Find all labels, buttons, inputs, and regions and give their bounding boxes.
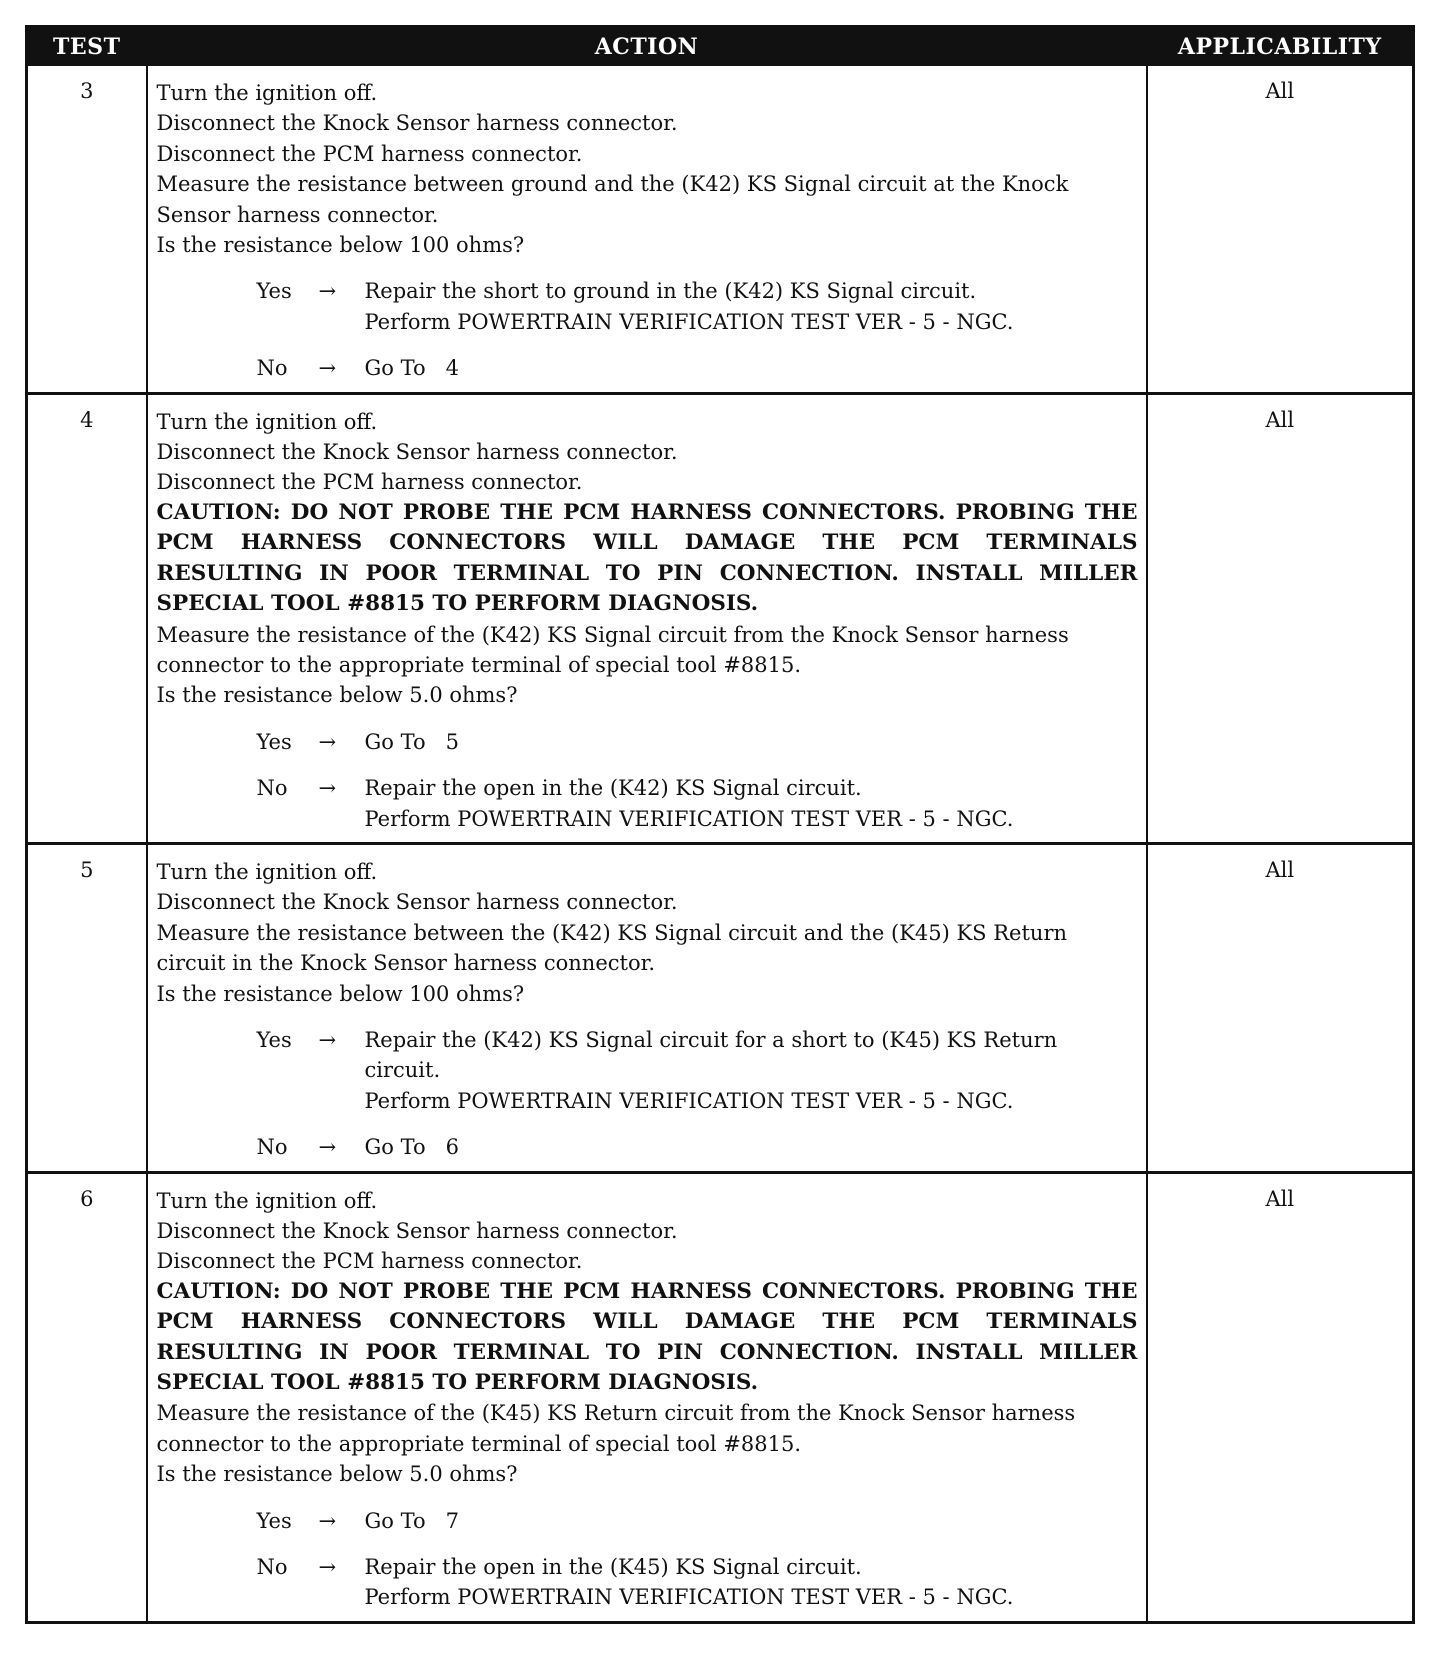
action-cell xyxy=(147,393,1147,843)
no-result-line: Repair the open in the (K45) KS Signal circuit. xyxy=(364,1555,862,1580)
applicability-value: All xyxy=(1147,843,1414,1172)
action-step: Is the resistance below 5.0 ohms? xyxy=(156,683,518,708)
table-header-row xyxy=(27,27,1414,67)
action-step: Disconnect the Knock Sensor harness connector. xyxy=(156,890,678,915)
caution-text: CAUTION: DO NOT PROBE THE PCM HARNESS CONNECTORS. PROBING THE PCM HARNESS CONNECTORS WILL DAMAGE THE PCM TERMINALS RESULTING IN POOR TERMINAL TO PIN CONNECTION. INSTALL MILLER SPECIAL TOOL #8815 TO PERFORM DIAGNOSIS. xyxy=(156,1278,1138,1396)
arrow-right-icon: → xyxy=(318,356,337,381)
no-branch xyxy=(157,1132,1138,1162)
no-result-line: Perform POWERTRAIN VERIFICATION TEST VER - 5 - NGC. xyxy=(364,806,1014,831)
yes-label: Yes xyxy=(256,729,292,754)
yes-branch xyxy=(157,276,1138,337)
yes-result xyxy=(365,276,1138,337)
no-result-line: Go To 6 xyxy=(364,1135,459,1160)
no-result-line: Perform POWERTRAIN VERIFICATION TEST VER - 5 - NGC. xyxy=(364,1585,1014,1610)
yes-branch xyxy=(157,1025,1138,1116)
action-step: Disconnect the Knock Sensor harness connector. xyxy=(156,440,678,465)
action-step: Turn the ignition off. xyxy=(156,409,378,434)
yes-result xyxy=(365,1506,1138,1536)
no-branch xyxy=(157,773,1138,834)
action-step: Is the resistance below 5.0 ohms? xyxy=(156,1462,518,1487)
arrow-right-icon: → xyxy=(318,729,337,754)
diagnostic-test-table xyxy=(25,25,1415,1624)
yes-result xyxy=(365,1025,1138,1116)
no-result-line: Go To 4 xyxy=(364,356,459,381)
yes-label: Yes xyxy=(256,1027,292,1052)
action-step: Disconnect the Knock Sensor harness connector. xyxy=(156,111,678,136)
yes-result-line: Go To 5 xyxy=(364,729,459,754)
action-step: Turn the ignition off. xyxy=(156,1188,378,1213)
action-step: Turn the ignition off. xyxy=(156,81,378,105)
yes-result-line: Perform POWERTRAIN VERIFICATION TEST VER - 5 - NGC. xyxy=(364,1088,1014,1113)
action-step: Measure the resistance between ground and the (K42) KS Signal circuit at the Knock Sensor harness connector. xyxy=(156,172,1069,227)
action-step: Is the resistance below 100 ohms? xyxy=(156,981,525,1006)
table-row xyxy=(27,1172,1414,1622)
action-step: Disconnect the PCM harness connector. xyxy=(156,141,583,166)
yes-label: Yes xyxy=(256,1508,292,1533)
action-step: Turn the ignition off. xyxy=(156,859,378,884)
header-applicability: APPLICABILITY xyxy=(1147,27,1414,67)
test-number: 5 xyxy=(27,843,147,1172)
arrow-right-icon: → xyxy=(318,1508,337,1533)
yes-result-line: Go To 7 xyxy=(364,1508,459,1533)
yes-result-line: Perform POWERTRAIN VERIFICATION TEST VER - 5 - NGC. xyxy=(364,309,1014,334)
yes-label: Yes xyxy=(256,279,292,304)
applicability-value: All xyxy=(1147,66,1414,393)
action-cell xyxy=(147,843,1147,1172)
no-label: No xyxy=(256,356,288,381)
yes-no-branches xyxy=(157,1025,1138,1163)
yes-result-line: Repair the (K42) KS Signal circuit for a short to (K45) KS Return circuit. xyxy=(364,1027,1064,1083)
no-branch xyxy=(157,1552,1138,1613)
yes-no-branches xyxy=(157,727,1138,834)
action-step: Disconnect the PCM harness connector. xyxy=(156,1249,583,1274)
action-step: Disconnect the PCM harness connector. xyxy=(156,470,583,495)
no-result xyxy=(365,353,1138,383)
table-row xyxy=(27,843,1414,1172)
arrow-right-icon: → xyxy=(318,1027,337,1052)
no-label: No xyxy=(256,1135,288,1160)
no-result xyxy=(365,773,1138,834)
header-action: ACTION xyxy=(147,27,1147,67)
arrow-right-icon: → xyxy=(318,776,337,801)
applicability-value: All xyxy=(1147,1172,1414,1622)
action-step: Measure the resistance of the (K45) KS Return circuit from the Knock Sensor harness connector to the appropriate terminal of special tool #8815. xyxy=(156,1401,1076,1456)
caution-text: CAUTION: DO NOT PROBE THE PCM HARNESS CONNECTORS. PROBING THE PCM HARNESS CONNECTORS WILL DAMAGE THE PCM TERMINALS RESULTING IN POOR TERMINAL TO PIN CONNECTION. INSTALL MILLER SPECIAL TOOL #8815 TO PERFORM DIAGNOSIS. xyxy=(156,499,1138,617)
header-test: TEST xyxy=(27,27,147,67)
no-branch xyxy=(157,353,1138,383)
action-step: Disconnect the Knock Sensor harness connector. xyxy=(156,1219,678,1243)
no-label: No xyxy=(256,1555,288,1580)
test-number: 3 xyxy=(27,66,147,393)
arrow-right-icon: → xyxy=(318,1555,337,1580)
action-cell xyxy=(147,66,1147,393)
yes-no-branches xyxy=(157,1506,1138,1613)
action-cell xyxy=(147,1172,1147,1622)
action-step: Measure the resistance between the (K42) KS Signal circuit and the (K45) KS Return circuit in the Knock Sensor harness connector. xyxy=(156,920,1068,976)
arrow-right-icon: → xyxy=(318,1135,337,1160)
no-result xyxy=(365,1552,1138,1613)
test-number: 6 xyxy=(27,1172,147,1622)
table-row xyxy=(27,66,1414,393)
test-number: 4 xyxy=(27,393,147,843)
action-step: Measure the resistance of the (K42) KS Signal circuit from the Knock Sensor harness connector to the appropriate terminal of special tool #8815. xyxy=(156,622,1069,677)
yes-branch xyxy=(157,1506,1138,1536)
no-label: No xyxy=(256,776,288,801)
no-result xyxy=(365,1132,1138,1162)
yes-result xyxy=(365,727,1138,757)
action-step: Is the resistance below 100 ohms? xyxy=(156,233,525,258)
yes-branch xyxy=(157,727,1138,757)
yes-result-line: Repair the short to ground in the (K42) KS Signal circuit. xyxy=(364,279,977,304)
table-row xyxy=(27,393,1414,843)
applicability-value: All xyxy=(1147,393,1414,843)
yes-no-branches xyxy=(157,276,1138,383)
arrow-right-icon: → xyxy=(318,279,337,304)
no-result-line: Repair the open in the (K42) KS Signal circuit. xyxy=(364,776,862,801)
